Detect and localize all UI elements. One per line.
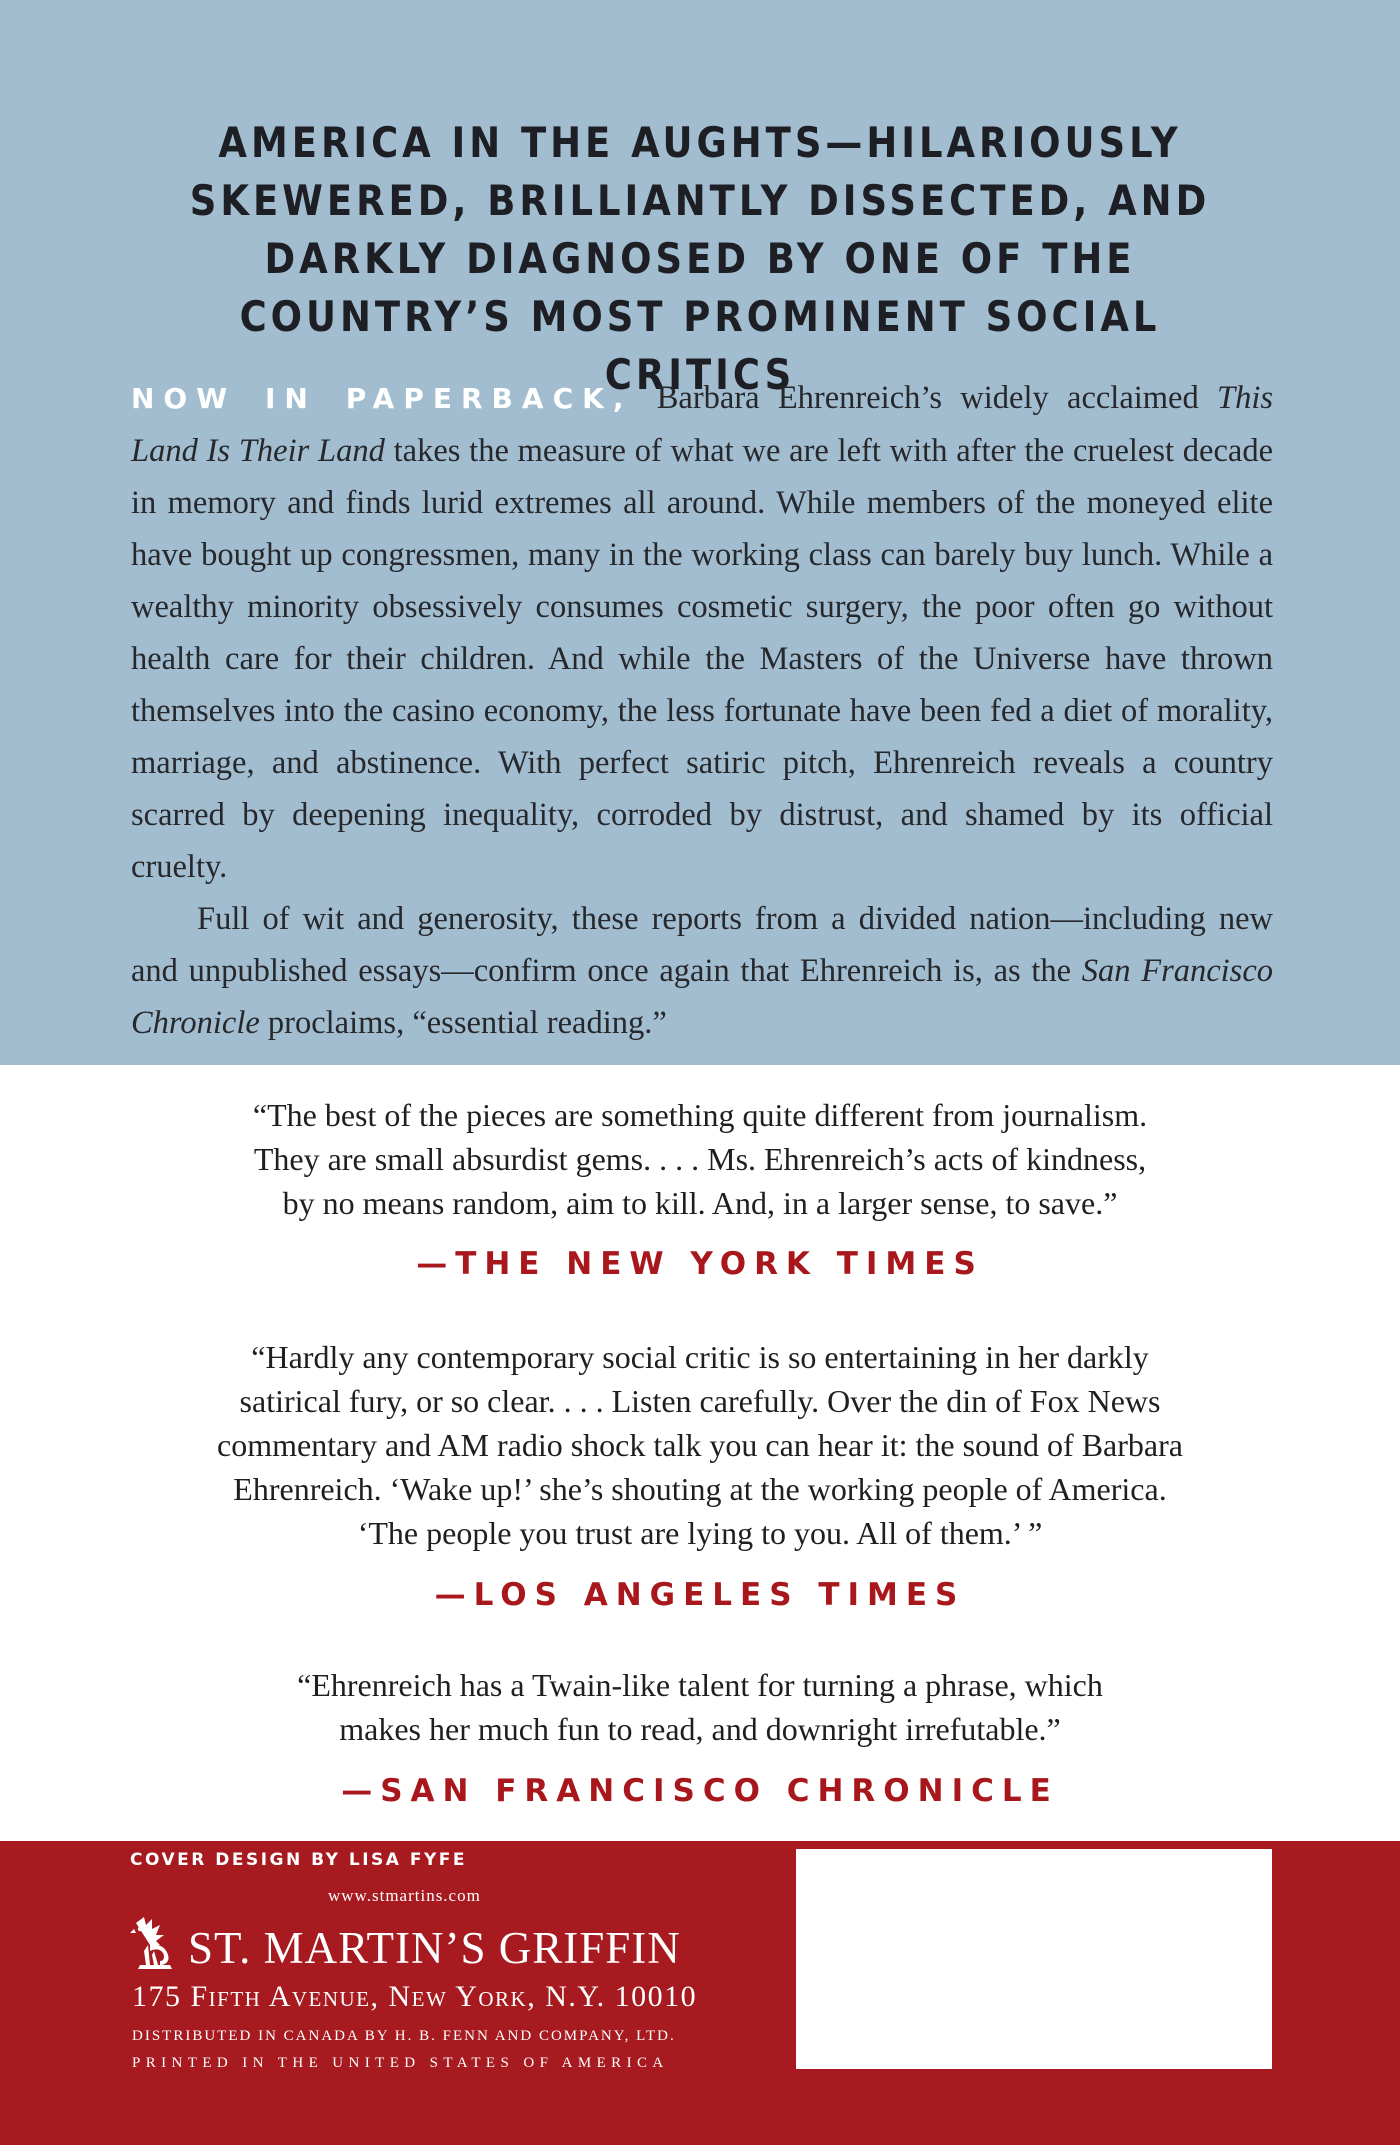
review-quote: [100, 1663, 1300, 1751]
publisher-imprint: ST. MARTIN’S GRIFFIN: [188, 1923, 681, 1973]
book-description: [131, 372, 1273, 1049]
review-quote: [100, 1093, 1300, 1225]
description-paragraph-2: [131, 893, 1273, 1049]
quote-line: Ehrenreich. ‘Wake up!’ she’s shouting at the working people of America.: [233, 1471, 1167, 1507]
quote-source: —THE NEW YORK TIMES: [416, 1246, 984, 1282]
publication-title: San Francisco Chronicle: [131, 953, 1274, 1041]
headline-line: DARKLY DIAGNOSED BY ONE OF THE: [264, 234, 1136, 283]
distribution-note: DISTRIBUTED IN CANADA BY H. B. FENN AND COMPANY, LTD.: [132, 2028, 676, 2044]
quote-line: ‘The people you trust are lying to you. All of them.’ ”: [357, 1515, 1043, 1551]
description-paragraph-1: [131, 372, 1273, 893]
quote-line: “Hardly any contemporary social critic is so entertaining in her darkly: [251, 1339, 1149, 1375]
description-text: Barbara Ehrenreich’s widely acclaimed: [656, 380, 1199, 416]
headline-line: SKEWERED, BRILLIANTLY DISSECTED, AND: [189, 176, 1211, 225]
printed-note: PRINTED IN THE UNITED STATES OF AMERICA: [132, 2055, 669, 2071]
headline: [172, 114, 1228, 404]
publisher-website: www.stmartins.com: [328, 1886, 481, 1905]
quote-source: —LOS ANGELES TIMES: [434, 1577, 966, 1613]
blurb-panel: [0, 0, 1400, 1065]
quote-line: “Ehrenreich has a Twain-like talent for turning a phrase, which: [297, 1667, 1103, 1703]
quote-line: commentary and AM radio shock talk you can hear it: the sound of Barbara: [217, 1427, 1183, 1463]
headline-line: COUNTRY’S MOST PROMINENT SOCIAL CRITICS: [239, 292, 1161, 399]
description-text: Full of wit and generosity, these reports from a divided nation—including new and unpublished essays—confirm once again that Ehrenreich is, as the: [131, 901, 1273, 989]
quote-source: —SAN FRANCISCO CHRONICLE: [341, 1773, 1059, 1809]
quote-line: They are small absurdist gems. . . . Ms. Ehrenreich’s acts of kindness,: [253, 1141, 1147, 1177]
quote-line: makes her much fun to read, and downright irrefutable.”: [339, 1711, 1061, 1747]
quote-line: satirical fury, or so clear. . . . Listen carefully. Over the din of Fox News: [239, 1383, 1161, 1419]
griffin-icon: [130, 1915, 180, 1971]
cover-credit: COVER DESIGN BY LISA FYFE: [130, 1850, 468, 1870]
barcode-area: [796, 1849, 1272, 2069]
publisher-address: 175 Fifth Avenue, New York, N.Y. 10010: [132, 1980, 698, 2013]
description-text: proclaims, “essential reading.”: [267, 1005, 667, 1041]
book-title: This Land Is Their Land: [131, 380, 1274, 469]
description-text: takes the measure of what we are left with after the cruelest decade in memory and finds lurid extremes all around. While members of the moneyed elite have bought up congressmen, many in the working class can barely buy lunch. While a wealthy minority obsessively consumes cosmetic surgery, the poor often go without health care for their children. And while the Masters of the Universe have thrown themselves into the casino economy, the less fortunate have been fed a diet of morality, marriage, and abstinence. With perfect satiric pitch, Ehrenreich reveals a country scarred by deepening inequality, corroded by distrust, and shamed by its official cruelty.: [131, 433, 1273, 885]
headline-line: AMERICA IN THE AUGHTS—HILARIOUSLY: [218, 118, 1182, 167]
quote-line: by no means random, aim to kill. And, in a larger sense, to save.”: [282, 1185, 1118, 1221]
review-quote: [100, 1335, 1300, 1555]
lead-in: NOW IN PAPERBACK,: [131, 382, 633, 415]
quote-line: “The best of the pieces are something quite different from journalism.: [252, 1097, 1148, 1133]
